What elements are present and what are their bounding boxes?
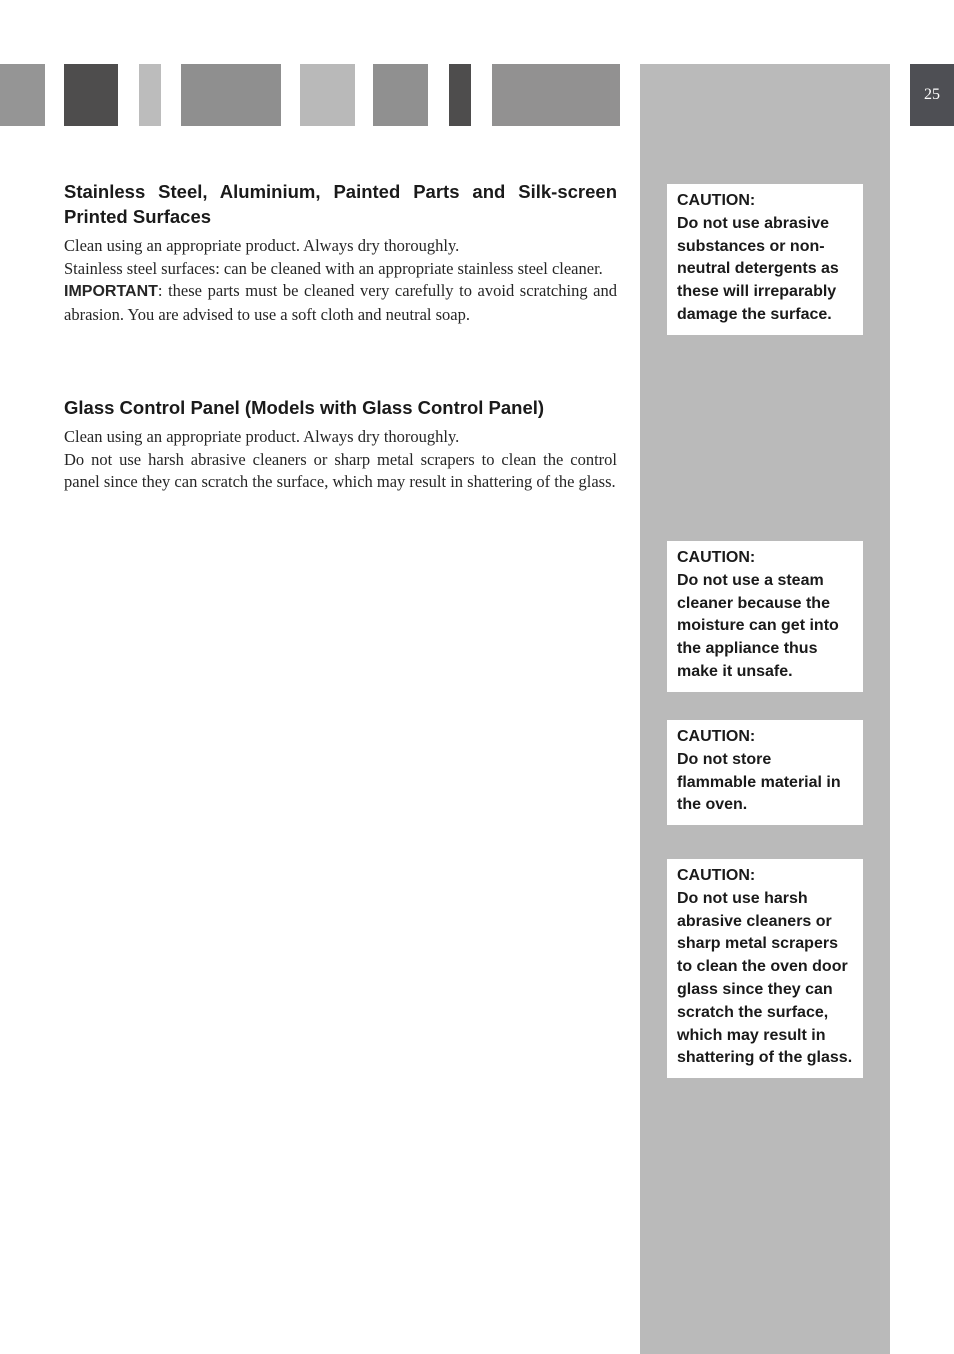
body-line: Clean using an appropriate product. Always dry thoroughly.: [64, 236, 460, 255]
section-glass-control-panel: [64, 395, 617, 494]
page-number: 25: [910, 64, 954, 126]
header-block-1: [0, 64, 45, 126]
header-block-6: [373, 64, 428, 126]
section-body: [64, 426, 617, 494]
body-line: Stainless steel surfaces: can be cleaned with an appropriate stainless steel cleaner.: [64, 258, 603, 278]
header-block-7: [449, 64, 471, 126]
header-block-2: [64, 64, 118, 126]
header-block-5: [300, 64, 355, 126]
header-block-4: [181, 64, 281, 126]
section-body: [64, 235, 617, 327]
caution-text: Do not use harsh abrasive cleaners or sharp metal scrapers to clean the oven door glass since they can scratch the surface, which may result in shattering of the glass.: [677, 889, 853, 1067]
caution-label: CAUTION:: [677, 549, 756, 566]
important-label: IMPORTANT: [64, 283, 158, 301]
header-block-3: [139, 64, 161, 126]
caution-text: Do not store flammable material in the oven.: [677, 750, 841, 814]
caution-text: Do not use a steam cleaner because the moisture can get into the appliance thus make it unsafe.: [677, 571, 839, 680]
body-line: Do not use harsh abrasive cleaners or sharp metal scrapers to clean the control panel since they can scratch the surface, which may result in shattering of the glass.: [64, 449, 617, 492]
caution-box-abrasive: [667, 184, 863, 335]
caution-label: CAUTION:: [677, 728, 756, 745]
section-title: Glass Control Panel (Models with Glass Control Panel): [64, 397, 545, 418]
caution-box-steam: [667, 541, 863, 692]
caution-label: CAUTION:: [677, 192, 756, 209]
caution-text: Do not use abrasive substances or non-neutral detergents as these will irreparably damage the surface.: [677, 214, 839, 323]
header-block-8: [492, 64, 620, 126]
body-line: Clean using an appropriate product. Always dry thoroughly.: [64, 427, 460, 446]
caution-box-flammable: [667, 720, 863, 825]
important-text: : these parts must be cleaned very carefully to avoid scratching and abrasion. You are advised to use a soft cloth and neutral soap.: [64, 281, 617, 325]
caution-label: CAUTION:: [677, 867, 756, 884]
section-stainless-steel: [64, 179, 617, 327]
caution-box-door-glass: [667, 859, 863, 1078]
section-title: Stainless Steel, Aluminium, Painted Parts and Silk-screen Printed Surfaces: [64, 181, 617, 227]
